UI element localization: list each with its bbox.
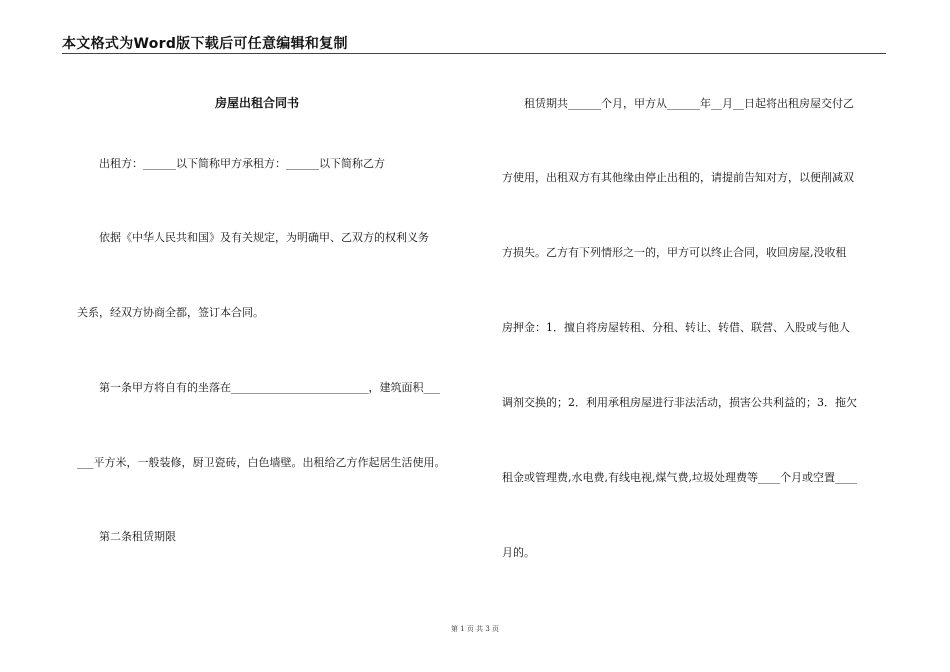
paragraph-line: 依据《中华人民共和国》及有关规定，为明确甲、乙双方的权利义务: [99, 231, 429, 244]
paragraph-line: 方使用，出租双方有其他缘由停止出租的，请提前告知对方，以便削减双: [502, 171, 854, 184]
page-footer: 第 1 页 共 3 页: [450, 625, 500, 633]
paragraph-line: 租金或管理费,水电费,有线电视,煤气费,垃圾处理费等____个月或空置____: [502, 471, 857, 484]
paragraph-line: 调剂交换的；2．利用承租房屋进行非法活动，损害公共利益的；3．拖欠: [502, 396, 857, 409]
header-title: 本文格式为Word版下载后可任意编辑和复制: [62, 36, 348, 52]
paragraph-line: 方损失。乙方有下列情形之一的，甲方可以终止合同，收回房屋,没收租: [502, 246, 847, 259]
header-divider: [62, 53, 886, 54]
paragraph-line: 房押金：1．擅自将房屋转租、分租、转让、转借、联营、入股或与他人: [502, 321, 850, 334]
paragraph-line: 租赁期共______个月，甲方从______年__月__日起将出租房屋交付乙: [524, 97, 854, 110]
paragraph-line: 第二条租赁期限: [99, 530, 176, 543]
paragraph-line: 关系，经双方协商全都，签订本合同。: [77, 306, 264, 319]
paragraph-line: ___平方米，一般装修，厨卫瓷砖，白色墙壁。出租给乙方作起居生活使用。: [77, 456, 446, 469]
page-header: [62, 33, 886, 53]
paragraph-line: 第一条甲方将自有的坐落在_________________________，建筑面积___: [99, 381, 440, 394]
paragraph-line: 月的。: [502, 546, 535, 559]
paragraph-line: 出租方：______以下简称甲方承租方：______以下简称乙方: [99, 157, 385, 170]
document-title: 房屋出租合同书: [215, 96, 300, 110]
